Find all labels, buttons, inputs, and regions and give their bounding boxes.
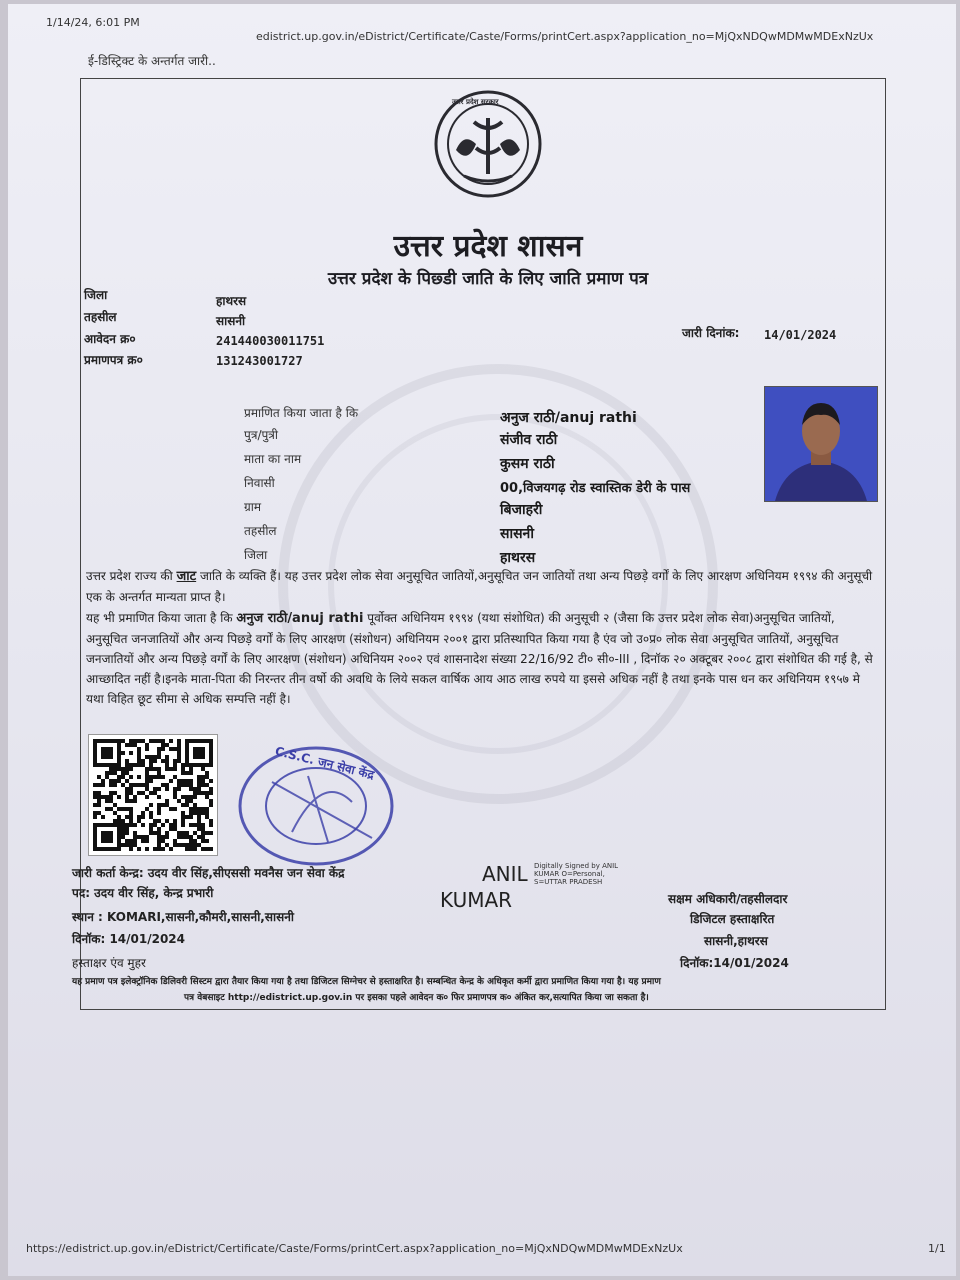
digital-signature-detail: Digitally Signed by ANIL KUMAR O=Personal, S=UTTAR PRADESH bbox=[534, 862, 619, 886]
authority-place: सासनी,हाथरस bbox=[704, 934, 768, 948]
field-value-name: अनुज राठी/anuj rathi bbox=[500, 410, 637, 426]
qr-finder-pattern bbox=[95, 825, 119, 849]
field-value-mother: कुसम राठी bbox=[500, 456, 555, 472]
meta-label-district: जिला bbox=[84, 288, 108, 302]
authority-title: सक्षम अधिकारी/तहसीलदार bbox=[668, 892, 788, 906]
footnote-line-2: पत्र वेबसाइट http://edistrict.up.gov.in पर इसका पहले आवेदन क० फिर प्रमाणपत्र क० अंकित कर,सत्यापित किया जा सकता है। bbox=[184, 993, 649, 1003]
footnote-line-1: यह प्रमाण पत्र इलेक्ट्रॉनिक डिलिवरी सिस्टम द्वारा तैयार किया गया है तथा डिजिटल सिग्नेचर से हस्ताक्षरित है। सम्बन्धित केन्द्र के अधिकृत कर्मी द्वारा प्रमाणित किया गया है। यह प्रमाण bbox=[72, 977, 661, 987]
para2-text-b: पूर्वोक्त अधिनियम १९९४ (यथा संशोधित) की अनुसूची २ (जैसा कि उत्तर प्रदेश लोक सेवा)अनुसूचित जातियों, अनुसूचित जनजातियों और अन्य पिछड़े वर्गों के लिए आरक्षण (संशोधन) अधिनियम २००१ द्वारा प्रतिस्थापित किया गया है एंव जो उ०प्र० लोक सेवा अनुसूचित जातियों, अनुसूचित जनजातियों और अन्य पिछड़े वर्गों के लिए आरक्षण (संशोधन) अधिनियम २००२ एवं शासनादेश संख्या 22/16/92 टी० सी०-III , दिनॉक २० अक्टूबर २००८ द्वारा संशोधित की गई है, से आच्छादित नहीं है।इनके माता-पिता की निरन्तर तीन वर्षो की अवधि के लिये सकल वार्षिक आय आठ लाख रुपये या इससे अधिक नहीं है तथा इनके पास धन कर अधिनियम १९५७ मे यथा विहित छूट सीमा से अधिक सम्पत्ति नहीं है। bbox=[86, 611, 873, 706]
field-label-mother: माता का नाम bbox=[244, 452, 302, 466]
meta-value-application-no: 241440030011751 bbox=[216, 334, 325, 348]
meta-label-application-no: आवेदन क्र० bbox=[84, 332, 136, 346]
applicant-photo bbox=[764, 386, 878, 502]
print-footer-url: https://edistrict.up.gov.in/eDistrict/Certificate/Caste/Forms/printCert.aspx?application_no=MjQxNDQwMDMwMDExNzUx bbox=[26, 1242, 683, 1255]
print-url: edistrict.up.gov.in/eDistrict/Certificate/Caste/Forms/printCert.aspx?application_no=MjQxNDQwMDMwMDExNzUx bbox=[256, 30, 874, 43]
field-label-resident: निवासी bbox=[244, 476, 275, 490]
emblem-text: उत्तर प्रदेश सरकार bbox=[452, 98, 499, 106]
issuer-place: स्थान : KOMARI,सासनी,कौमरी,सासनी,सासनी bbox=[72, 910, 294, 924]
field-value-father: संजीव राठी bbox=[500, 432, 558, 448]
caste-paragraph bbox=[86, 566, 876, 607]
certification-paragraph bbox=[86, 608, 876, 709]
digital-signature-first: ANIL bbox=[482, 862, 528, 886]
field-value-village: बिजाहरी bbox=[500, 502, 543, 518]
field-label-tehsil: तहसील bbox=[244, 524, 277, 538]
print-datetime: 1/14/24, 6:01 PM bbox=[46, 16, 140, 29]
certificate-subtitle: उत्तर प्रदेश के पिछ्डी जाति के लिए जाति प्रमाण पत्र bbox=[327, 269, 649, 289]
field-label-son-of: पुत्र/पुत्री bbox=[244, 428, 279, 442]
issued-under-text: ई-डिस्ट्रिक्ट के अन्तर्गत जारी.. bbox=[88, 54, 216, 68]
field-value-district: हाथरस bbox=[500, 550, 536, 566]
issuer-date: दिनॉक: 14/01/2024 bbox=[72, 932, 186, 946]
field-value-tehsil: सासनी bbox=[500, 526, 534, 542]
authority-date: दिनॉक:14/01/2024 bbox=[680, 956, 789, 970]
document-page bbox=[8, 4, 956, 1276]
field-label-district: जिला bbox=[244, 548, 268, 562]
field-label-village: ग्राम bbox=[244, 500, 262, 514]
para2-name: अनुज राठी/anuj rathi bbox=[236, 611, 364, 626]
signature-seal-label: हस्ताक्षर एंव मुहर bbox=[72, 956, 146, 970]
qr-finder-pattern bbox=[95, 741, 119, 765]
meta-label-certificate-no: प्रमाणपत्र क्र० bbox=[84, 353, 143, 367]
issuer-centre: जारी कर्ता केन्द्र: उदय वीर सिंह,सीएससी मवनैस जन सेवा केंद्र bbox=[72, 866, 345, 880]
digital-signature-last: KUMAR bbox=[440, 888, 513, 912]
print-page-count: 1/1 bbox=[928, 1242, 946, 1255]
field-value-address: 00,विजयगढ़ रोड स्वास्तिक डेरी के पास bbox=[500, 481, 691, 496]
meta-value-district: हाथरस bbox=[216, 294, 247, 308]
field-label-certified: प्रमाणित किया जाता है कि bbox=[244, 406, 359, 420]
caste-value: जाट bbox=[176, 569, 197, 584]
issuer-post: पद: उदय वीर सिंह, केन्द्र प्रभारी bbox=[72, 886, 214, 900]
para1-text-a: उत्तर प्रदेश राज्य की bbox=[86, 569, 173, 583]
issue-date-label: जारी दिनांक: bbox=[682, 326, 740, 340]
meta-value-tehsil: सासनी bbox=[216, 314, 246, 328]
meta-value-certificate-no: 131243001727 bbox=[216, 354, 303, 368]
para1-text-b: जाति के व्यक्ति हैं। यह उत्तर प्रदेश लोक सेवा अनुसूचित जातियों,अनुसूचित जन जातियों तथा अन्य पिछड़े वर्गों के लिए आरक्षण अधिनियम १९९४ की अनुसूची एक के अन्तर्गत मान्यता प्राप्त है। bbox=[86, 569, 873, 604]
qr-code bbox=[88, 734, 218, 856]
qr-finder-pattern bbox=[187, 741, 211, 765]
seal-text: C.S.C. जन सेवा केंद्र bbox=[273, 743, 376, 783]
issue-date-value: 14/01/2024 bbox=[764, 328, 837, 342]
para2-text-a: यह भी प्रमाणित किया जाता है कि bbox=[86, 611, 233, 625]
authority-signed: डिजिटल हस्ताक्षरित bbox=[690, 912, 775, 926]
meta-label-tehsil: तहसील bbox=[84, 310, 117, 324]
certificate-title: उत्तर प्रदेश शासन bbox=[393, 229, 583, 264]
